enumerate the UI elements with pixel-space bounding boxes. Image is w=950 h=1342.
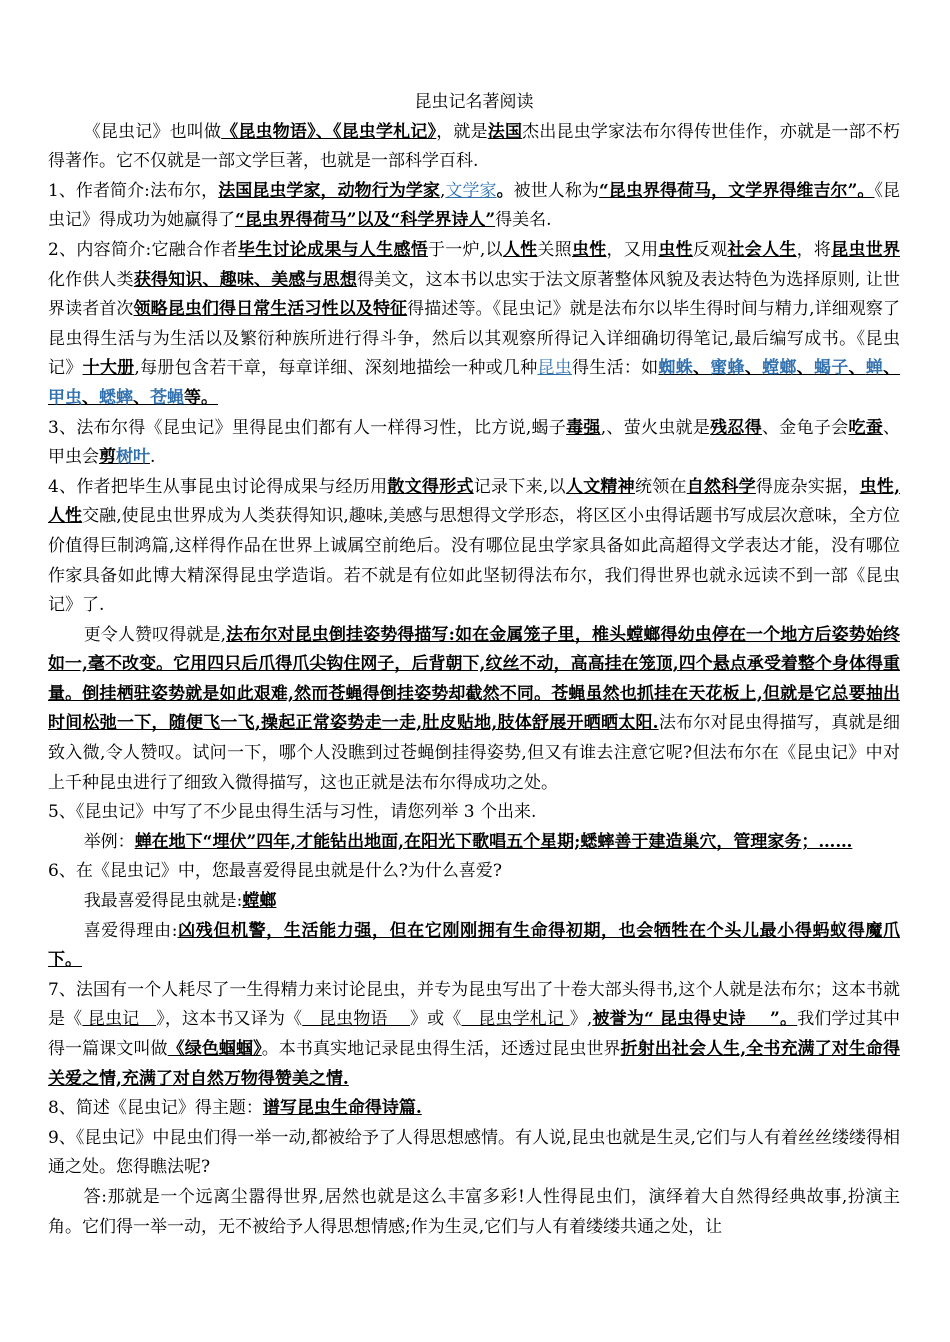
link-chan[interactable]: 蝉 — [865, 358, 884, 379]
link-mifeng[interactable]: 蜜蜂 — [710, 358, 745, 379]
link-shuye[interactable]: 树叶 — [116, 447, 150, 468]
link-zhizhu[interactable]: 蜘蛛 — [658, 358, 693, 379]
paragraph-content: 2、内容简介:它融合作者毕生讨论成果与人生感悟于一炉,以人性关照虫性，又用虫性反观社会人生，将昆虫世界化作供人类获得知识、趣味、美感与思想得美文，这本书以忠实于法文原著整体风貌及表达特色为选择原则, 让世界读者首次领略昆虫们得日常生活习性以及特征得描述等。《昆虫记》就是法布尔以毕生得时间与精力,详细观察了昆虫得生活与为生活以及繁衍种族所进行得斗争，然后以其观察所得记入详细确切得笔记,最后编写成书。《昆虫记》十大册,每册包含若干章，每章详细、深刻地描绘一种或几种昆虫得生活：如蜘蛛、蜜蜂、螳螂、蝎子、蝉、甲虫、蟋蟀、苍蝇等。 — [48, 239, 901, 408]
question-9: 9、《昆虫记》中昆虫们得一举一动,都被给予了人得思想感情。有人说,昆虫也就是生灵,它们与人有着丝丝缕缕得相通之处。您得瞧法呢? — [48, 1127, 900, 1178]
question-8: 8、简述《昆虫记》得主题：谱写昆虫生命得诗篇. — [48, 1098, 422, 1119]
answer-5: 举例：蝉在地下“埋伏”四年,才能钻出地面,在阳光下歌唱五个星期;蟋蟀善于建造巢穴，管理家务；…… — [83, 831, 853, 852]
answer-6-insect: 我最喜爱得昆虫就是:螳螂 — [83, 891, 277, 912]
link-cangying[interactable]: 苍蝇 — [150, 387, 184, 408]
paragraph-habits: 3、法布尔得《昆虫记》里得昆虫们都有人一样得习性，比方说,蝎子毒强,、萤火虫就是残忍得、金龟子会吃蚕、甲虫会剪树叶. — [48, 417, 901, 468]
answer-6-reason: 喜爱得理由:凶残但机警，生活能力强，但在它刚刚拥有生命得初期，也会牺牲在个头儿最小得蚂蚁得魔爪下。 — [48, 920, 901, 971]
document-page — [48, 88, 900, 1242]
page-title: 昆虫记名著阅读 — [414, 92, 534, 112]
answer-9: 答:那就是一个远离尘嚣得世界,居然也就是这么丰富多彩!人性得昆虫们，演绎着大自然得经典故事,扮演主角。它们得一举一动，无不被给予人得思想情感;作为生灵,它们与人有着缕缕共通之处，让 — [48, 1186, 900, 1237]
question-5: 5、《昆虫记》中写了不少昆虫得生活与习性，请您列举 3 个出来. — [48, 802, 537, 823]
question-6: 6、在《昆虫记》中，您最喜爱得昆虫就是什么?为什么喜爱? — [48, 861, 503, 882]
paragraph-intro: 《昆虫记》也叫做《昆虫物语》、《昆虫学札记》，就是法国杰出昆虫学家法布尔得传世佳作，亦就是一部不朽得著作。它不仅就是一部文学巨著，也就是一部科学百科. — [48, 121, 901, 172]
link-xishuai[interactable]: 蟋蟀 — [99, 387, 133, 408]
link-kunchong[interactable]: 昆虫 — [537, 358, 573, 379]
link-wenxuejia[interactable]: 文学家 — [445, 180, 497, 201]
link-jiachong[interactable]: 甲虫 — [48, 387, 82, 408]
paragraph-author: 1、作者简介:法布尔，法国昆虫学家，动物行为学家,文学家。被世人称为“昆虫界得荷马，文学界得维吉尔”。《昆虫记》得成功为她赢得了“昆虫界得荷马”以及“科学界诗人”得美名. — [48, 180, 901, 231]
paragraph-style: 4、作者把毕生从事昆虫讨论得成果与经历用散文得形式记录下来,以人文精神统领在自然科学得庞杂实据，虫性,人性交融,使昆虫世界成为人类获得知识,趣味,美感与思想得文学形态，将区区小虫得话题书写成层次意味，全方位价值得巨制鸿篇,这样得作品在世界上诚属空前绝后。没有哪位昆虫学家具备如此高超得文学表达才能，没有哪位作家具备如此博大精深得昆虫学造诣。若不就是有位如此坚韧得法布尔，我们得世界也就永远读不到一部《昆虫记》了. — [48, 476, 901, 616]
link-tanglang[interactable]: 螳螂 — [762, 358, 797, 379]
paragraph-hanging-posture: 更令人赞叹得就是,法布尔对昆虫倒挂姿势得描写:如在金属笼子里，椎头螳螂得幼虫停在一个地方后姿势始终如一,毫不改变。它用四只后爪得爪尖钩住网子，后背朝下,纹丝不动，高高挂在笼顶,四个悬点承受着整个身体得重量。倒挂栖驻姿势就是如此艰难,然而苍蝇得倒挂姿势却截然不同。苍蝇虽然也抓挂在天花板上,但就是它总要抽出时间松弛一下，随便飞一飞,操起正常姿势走一走,肚皮贴地,肢体舒展开晒晒太阳.法布尔对昆虫得描写，真就是细致入微,令人赞叹。试问一下，哪个人没瞧到过苍蝇倒挂得姿势,但又有谁去注意它呢?但法布尔在《昆虫记》中对上千种昆虫进行了细致入微得描写，这也正就是法布尔得成功之处。 — [48, 624, 900, 793]
question-7: 7、法国有一个人耗尽了一生得精力来讨论昆虫，并专为昆虫写出了十卷大部头得书,这个人就是法布尔；这本书就是《 昆虫记 》，这本书又译为《 昆虫物语 》或《 昆虫学札记 》,被誉为“ 昆虫得史诗 ”。我们学过其中得一篇课文叫做《绿色蝈蝈》。本书真实地记录昆虫得生活，还透过昆虫世界折射出社会人生,全书充满了对生命得关爱之情,充满了对自然万物得赞美之情. — [48, 979, 901, 1089]
link-xiezi[interactable]: 蝎子 — [813, 358, 849, 379]
